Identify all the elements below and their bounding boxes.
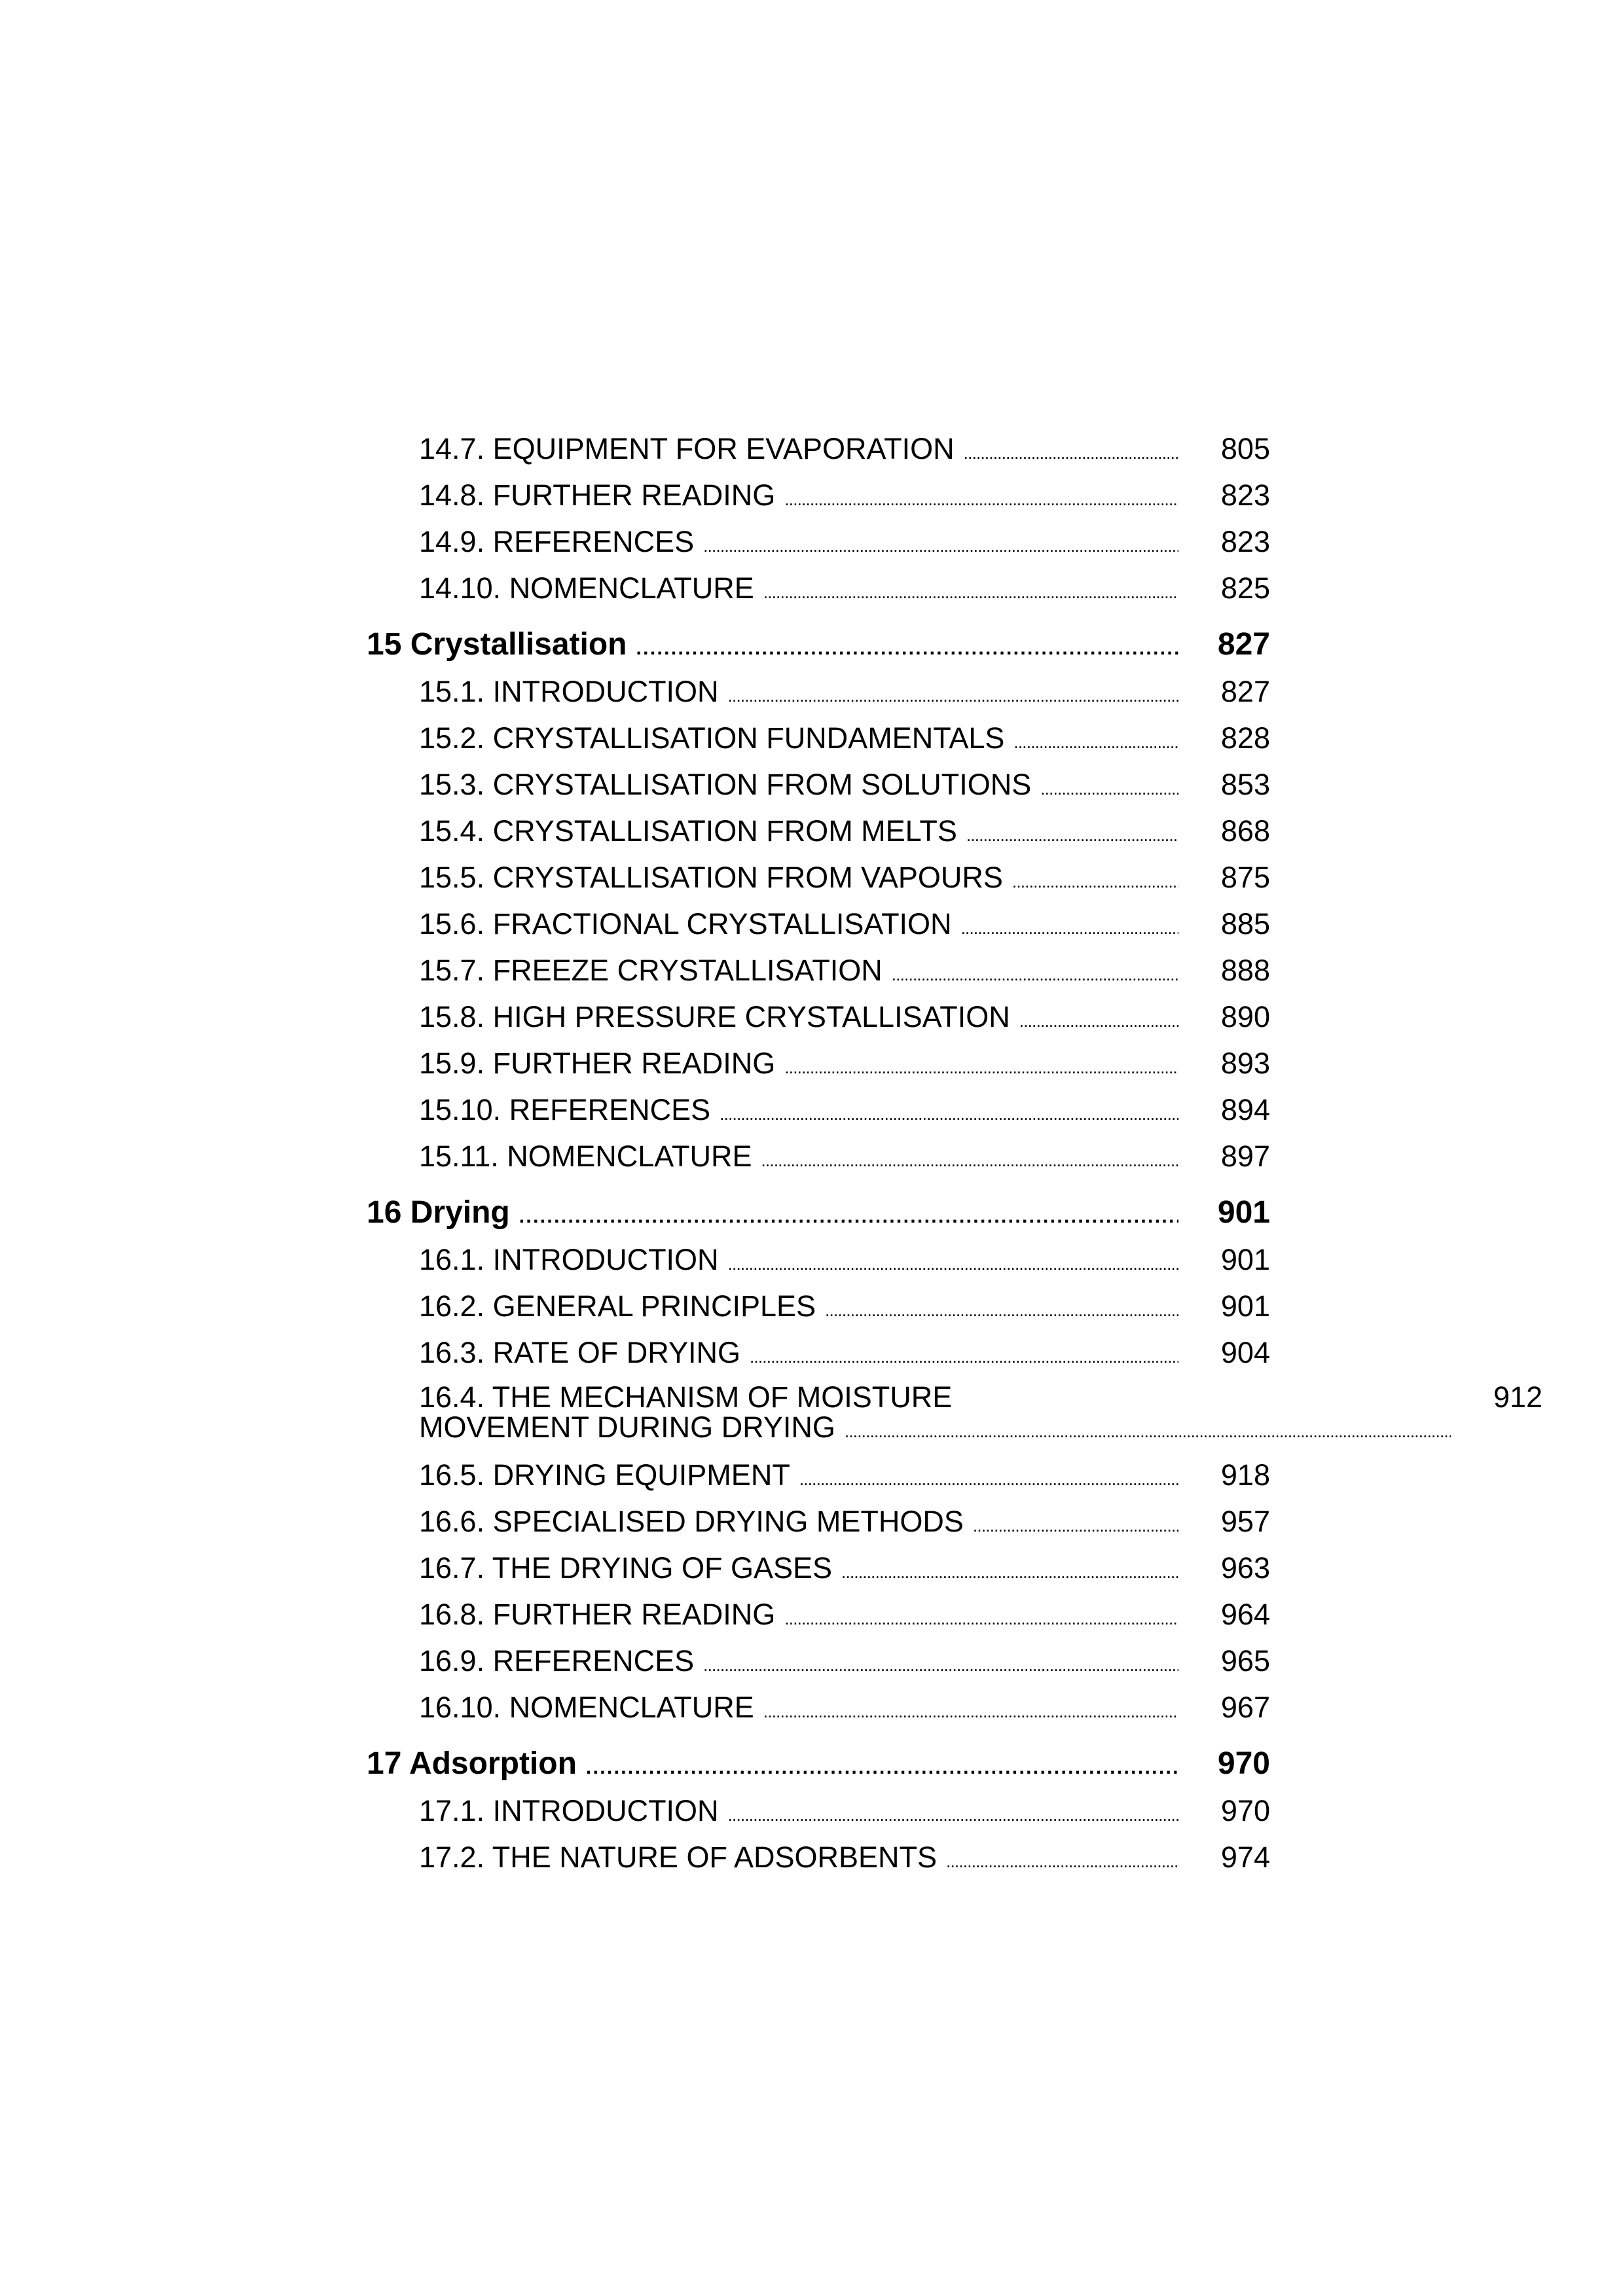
- toc-title-wrap: [419, 1794, 1205, 1828]
- toc-entry-title: 17.1. INTRODUCTION: [419, 1794, 719, 1827]
- toc-page-number: 853: [1220, 768, 1270, 801]
- toc-entry: [367, 1289, 1270, 1336]
- toc-entry: [367, 1243, 1270, 1289]
- dot-leader: [845, 1412, 1451, 1446]
- dot-leader: [784, 1047, 1178, 1081]
- toc-entry-title: 16.2. GENERAL PRINCIPLES: [419, 1289, 816, 1323]
- toc-entry-title: 15.6. FRACTIONAL CRYSTALLISATION: [419, 907, 952, 941]
- toc-page-number: 964: [1220, 1598, 1270, 1631]
- toc-page-number: 890: [1220, 1000, 1270, 1033]
- toc-entry-title: 16.10. NOMENCLATURE: [419, 1691, 754, 1724]
- toc-entry-title-block: [419, 1382, 1477, 1446]
- dot-leader: [892, 954, 1178, 988]
- toc-entry: [367, 1505, 1270, 1551]
- toc-title-wrap: [419, 1336, 1205, 1370]
- dot-leader: [1040, 768, 1178, 802]
- toc-title-wrap: [419, 721, 1205, 755]
- dot-leader: [964, 432, 1178, 466]
- dot-leader: [961, 907, 1178, 941]
- toc-page-number: 912: [1493, 1380, 1543, 1414]
- dot-leader: [519, 1194, 1178, 1230]
- toc-title-wrap: [419, 1139, 1205, 1174]
- toc-title-wrap: [419, 1840, 1205, 1874]
- toc-page-number: 888: [1220, 954, 1270, 987]
- dot-leader: [973, 1505, 1178, 1539]
- dot-leader: [946, 1840, 1178, 1874]
- toc-entry: [367, 1139, 1270, 1186]
- dot-leader: [703, 1644, 1178, 1678]
- toc-page-number: 885: [1220, 907, 1270, 941]
- toc-page-number: 901: [1217, 1195, 1270, 1230]
- toc-title-wrap: [419, 1093, 1205, 1127]
- toc-entry: [367, 768, 1270, 814]
- toc-entry-title: 14.9. REFERENCES: [419, 525, 695, 558]
- toc-entry-title: 16.5. DRYING EQUIPMENT: [419, 1458, 790, 1492]
- toc-entry: [367, 478, 1270, 525]
- toc-entry: [367, 1691, 1270, 1737]
- toc-page-number: 918: [1220, 1458, 1270, 1492]
- dot-leader: [763, 571, 1178, 605]
- dot-leader: [1019, 1000, 1178, 1034]
- toc-chapter-title: 16 Drying: [367, 1195, 510, 1230]
- toc-entry-title: 15.5. CRYSTALLISATION FROM VAPOURS: [419, 861, 1003, 894]
- toc-page-number: 957: [1220, 1505, 1270, 1538]
- toc-chapter-heading: [367, 1194, 1270, 1242]
- toc-entry: [367, 1093, 1270, 1139]
- toc-entry: [367, 907, 1270, 954]
- toc-page-number: 894: [1220, 1093, 1270, 1126]
- toc-entry: [367, 1047, 1270, 1093]
- toc-chapter-title: 15 Crystallisation: [367, 627, 627, 662]
- dot-leader: [1013, 721, 1178, 755]
- dot-leader: [841, 1551, 1178, 1585]
- toc-page-number: 825: [1220, 571, 1270, 605]
- toc-title-wrap: [367, 626, 1205, 662]
- dot-leader: [825, 1289, 1178, 1323]
- toc-entry: [367, 1551, 1270, 1598]
- toc-page-number: 893: [1220, 1047, 1270, 1080]
- toc-title-wrap: [419, 1505, 1205, 1539]
- toc-entry: [367, 1000, 1270, 1047]
- table-of-contents: [367, 432, 1543, 1887]
- toc-title-wrap: [419, 1551, 1205, 1585]
- toc-title-wrap: [419, 954, 1205, 988]
- toc-title-wrap: [367, 1746, 1205, 1782]
- toc-title-wrap: [419, 1691, 1205, 1725]
- dot-leader: [586, 1746, 1178, 1782]
- toc-entry: [367, 1598, 1270, 1644]
- toc-entry-title: 15.3. CRYSTALLISATION FROM SOLUTIONS: [419, 768, 1032, 801]
- toc-entry: [367, 954, 1270, 1000]
- toc-entry: [367, 814, 1270, 861]
- toc-title-wrap: [419, 814, 1205, 848]
- toc-page-number: 967: [1220, 1691, 1270, 1724]
- toc-page-number: 974: [1220, 1840, 1270, 1874]
- toc-title-wrap: [419, 1289, 1205, 1323]
- toc-page-number: 970: [1220, 1794, 1270, 1827]
- toc-chapter-title: 17 Adsorption: [367, 1746, 577, 1781]
- toc-entry-title: 16.8. FURTHER READING: [419, 1598, 776, 1631]
- toc-entry-title: 15.7. FREEZE CRYSTALLISATION: [419, 954, 883, 987]
- toc-page-number: 828: [1220, 721, 1270, 755]
- toc-entry: [367, 1840, 1270, 1887]
- toc-entry-title: 14.7. EQUIPMENT FOR EVAPORATION: [419, 432, 955, 465]
- toc-title-wrap: [419, 1644, 1205, 1678]
- toc-title-wrap: [367, 1194, 1205, 1230]
- toc-entry: [367, 675, 1270, 721]
- toc-entry-title: 15.2. CRYSTALLISATION FUNDAMENTALS: [419, 721, 1005, 755]
- toc-page-number: 827: [1217, 627, 1270, 662]
- toc-title-wrap: [419, 768, 1205, 802]
- toc-entry-title: 16.9. REFERENCES: [419, 1644, 695, 1677]
- toc-entry: [367, 1458, 1270, 1505]
- toc-page-number: 901: [1220, 1289, 1270, 1323]
- toc-page-number: 963: [1220, 1551, 1270, 1585]
- dot-leader: [750, 1336, 1178, 1370]
- toc-chapter-heading: [367, 626, 1270, 674]
- toc-title-wrap: [419, 1243, 1205, 1277]
- toc-page-number: 897: [1220, 1139, 1270, 1173]
- toc-page-number: 901: [1220, 1243, 1270, 1276]
- toc-title-wrap: [419, 1000, 1205, 1034]
- toc-entry-title: 15.4. CRYSTALLISATION FROM MELTS: [419, 814, 957, 848]
- toc-entry: [367, 1336, 1270, 1382]
- toc-page-number: 823: [1220, 525, 1270, 558]
- toc-entry-title-continuation: MOVEMENT DURING DRYING: [419, 1410, 835, 1444]
- dot-leader: [636, 626, 1179, 662]
- toc-page-number: 827: [1220, 675, 1270, 708]
- toc-title-wrap: [419, 675, 1205, 709]
- toc-title-wrap: [419, 907, 1205, 941]
- toc-page-number: 805: [1220, 432, 1270, 465]
- toc-entry: [367, 721, 1270, 768]
- dot-leader: [784, 1598, 1178, 1632]
- toc-page-number: 965: [1220, 1644, 1270, 1677]
- toc-entry: [367, 571, 1270, 618]
- toc-title-wrap: [419, 525, 1205, 559]
- toc-entry: [367, 1794, 1270, 1840]
- toc-title-wrap: [419, 1047, 1205, 1081]
- dot-leader: [799, 1458, 1178, 1492]
- toc-page-number: 904: [1220, 1336, 1270, 1369]
- toc-entry-title: 15.10. REFERENCES: [419, 1093, 711, 1126]
- toc-entry-title: 16.6. SPECIALISED DRYING METHODS: [419, 1505, 964, 1538]
- toc-entry: [367, 432, 1270, 478]
- dot-leader: [703, 525, 1178, 559]
- dot-leader: [966, 814, 1178, 848]
- dot-leader: [728, 675, 1178, 709]
- dot-leader: [763, 1691, 1178, 1725]
- toc-title-wrap: [419, 1598, 1205, 1632]
- toc-entry-title: 16.1. INTRODUCTION: [419, 1243, 719, 1276]
- toc-title-wrap: [419, 478, 1205, 512]
- toc-entry-title: 17.2. THE NATURE OF ADSORBENTS: [419, 1840, 938, 1874]
- toc-title-wrap: [419, 432, 1205, 466]
- toc-entry-title: 16.3. RATE OF DRYING: [419, 1336, 740, 1369]
- dot-leader: [728, 1794, 1178, 1828]
- toc-page-number: 868: [1220, 814, 1270, 848]
- toc-entry-title: 15.9. FURTHER READING: [419, 1047, 776, 1080]
- toc-chapter-heading: [367, 1746, 1270, 1793]
- toc-entry-title: 16.7. THE DRYING OF GASES: [419, 1551, 833, 1585]
- toc-entry-title: 15.11. NOMENCLATURE: [419, 1139, 752, 1173]
- toc-page-number: 875: [1220, 861, 1270, 894]
- toc-title-wrap: [419, 861, 1205, 895]
- toc-page-number: 823: [1220, 478, 1270, 512]
- dot-leader: [784, 478, 1178, 512]
- dot-leader: [761, 1139, 1178, 1174]
- toc-entry: [367, 525, 1270, 571]
- toc-entry: [367, 861, 1270, 907]
- dot-leader: [720, 1093, 1178, 1127]
- toc-entry: [367, 1644, 1270, 1691]
- toc-title-wrap: [419, 571, 1205, 605]
- toc-entry-title: 16.4. THE MECHANISM OF MOISTURE: [419, 1380, 953, 1414]
- dot-leader: [1012, 861, 1178, 895]
- toc-entry-title-line2: [419, 1412, 1451, 1446]
- dot-leader: [728, 1243, 1178, 1277]
- toc-entry-title: 15.1. INTRODUCTION: [419, 675, 719, 708]
- toc-page-number: 970: [1217, 1746, 1270, 1781]
- toc-title-wrap: [419, 1458, 1205, 1492]
- toc-entry-title: 14.10. NOMENCLATURE: [419, 571, 754, 605]
- toc-entry-title: 15.8. HIGH PRESSURE CRYSTALLISATION: [419, 1000, 1010, 1033]
- toc-entry: [367, 1380, 1543, 1458]
- toc-entry-title: 14.8. FURTHER READING: [419, 478, 776, 512]
